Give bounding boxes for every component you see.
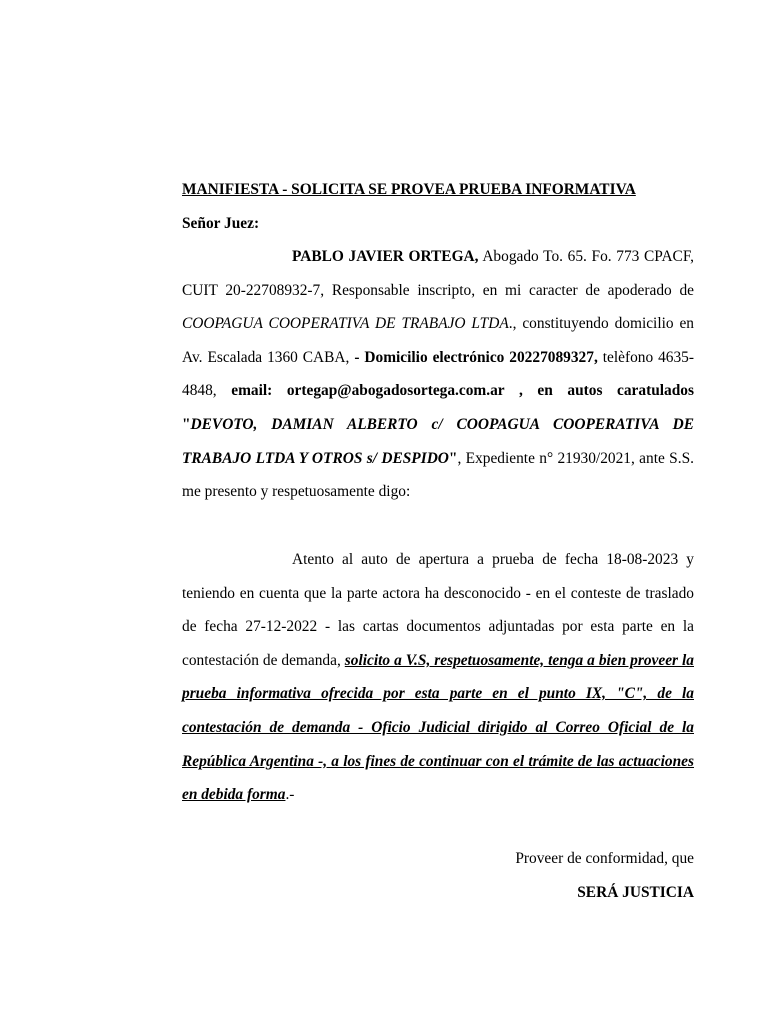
electronic-domicile: - Domicilio electrónico 20227089327, xyxy=(354,348,598,366)
lawyer-name: PABLO JAVIER ORTEGA, xyxy=(292,248,479,265)
request-text: solicito a V.S, respetuosamente, tenga a bien proveer la prueba informativa ofrecida por esta parte en el punto IX, "C", de la contestación de demanda - Oficio Judicial dirigido al Correo Oficial de la República Argentina -, a los fines de continuar con el trámite de las actuaciones en debida forma xyxy=(182,651,694,804)
paragraph-text: , Expediente n° 21930/2021, ante S.S. me presento y respetuosamente digo: xyxy=(182,449,694,501)
paragraph-text: telèfono 4635-4848, xyxy=(182,348,694,400)
quote-close: " xyxy=(448,449,458,467)
case-caption: DEVOTO, DAMIAN ALBERTO c/ COOPAGUA COOPERATIVA DE TRABAJO LTDA Y OTROS s/ DESPIDO xyxy=(182,415,694,467)
salutation: Señor Juez: xyxy=(182,215,260,232)
closing-line: Proveer de conformidad, que xyxy=(515,850,694,867)
paragraph-text: Abogado To. 65. Fo. 773 CPACF, CUIT 20-22708932-7, Responsable inscripto, en mi caracter de apoderado de xyxy=(182,248,694,299)
document-title: MANIFIESTA - SOLICITA SE PROVEA PRUEBA INFORMATIVA xyxy=(182,181,636,198)
company-name: COOPAGUA COOPERATIVA DE TRABAJO LTDA xyxy=(182,315,509,333)
closing-signature: SERÁ JUSTICIA xyxy=(577,884,694,901)
email-and-case-intro: email: ortegap@abogadosortega.com.ar , en autos caratulados " xyxy=(182,382,694,433)
request-paragraph xyxy=(182,543,694,812)
presentation-paragraph xyxy=(182,240,694,509)
paragraph-text: .- xyxy=(285,786,295,804)
paragraph-text: ., constituyendo domicilio en Av. Escalada 1360 CABA, xyxy=(182,315,694,366)
paragraph-text: Atento al auto de apertura a prueba de fecha 18-08-2023 y teniendo en cuenta que la parte actora ha desconocido - en el conteste de traslado de fecha 27-12-2022 - las cartas documentos adjuntadas por esta parte en la contestación de demanda, xyxy=(182,551,694,669)
